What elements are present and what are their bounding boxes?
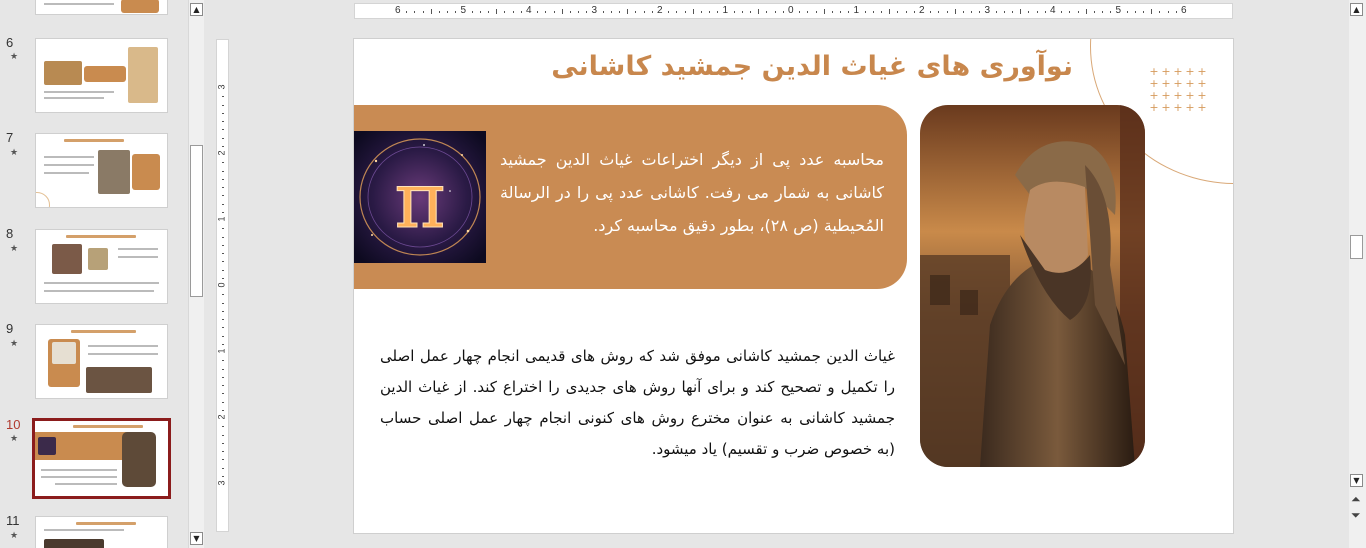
ruler-tick xyxy=(222,245,224,246)
thumbnail-scrollbar[interactable] xyxy=(188,0,204,548)
ruler-tick xyxy=(222,303,224,304)
thumb-line xyxy=(118,256,158,258)
thumb-box xyxy=(84,66,126,82)
scroll-down-button[interactable]: ▼ xyxy=(190,532,203,545)
ruler-tick xyxy=(222,105,224,106)
horizontal-ruler[interactable] xyxy=(354,3,1233,19)
thumb-line xyxy=(41,469,117,471)
slide-scrollbar[interactable] xyxy=(1349,0,1366,548)
ruler-label: 1 xyxy=(722,5,729,16)
ruler-tick xyxy=(222,476,224,477)
pi-image[interactable] xyxy=(354,131,486,263)
ruler-tick xyxy=(963,11,964,13)
plus-decoration: + xyxy=(1197,77,1207,90)
ruler-tick xyxy=(783,11,784,13)
ruler-tick xyxy=(222,113,224,114)
ruler-label: 2 xyxy=(657,5,663,16)
ruler-tick xyxy=(1028,11,1029,13)
ruler-tick xyxy=(504,11,505,13)
ruler-tick xyxy=(635,11,636,13)
ruler-tick xyxy=(930,11,931,13)
thumb-line xyxy=(41,476,117,478)
ruler-tick xyxy=(222,237,224,238)
ruler-tick xyxy=(1012,11,1013,13)
ruler-tick xyxy=(1176,11,1177,13)
animation-star-icon: ★ xyxy=(10,244,19,254)
ruler-tick xyxy=(521,11,522,13)
slide-number-7: 7 xyxy=(6,130,14,145)
thumb-line xyxy=(44,282,159,284)
ruler-tick xyxy=(222,162,224,163)
thumb-line xyxy=(118,248,158,250)
thumb-title xyxy=(64,139,124,142)
thumb-line xyxy=(44,91,114,93)
scroll-up-button[interactable]: ▲ xyxy=(1350,3,1363,16)
ruler-tick xyxy=(848,11,849,13)
decorative-plus-grid xyxy=(1148,65,1207,114)
ruler-label: 3 xyxy=(591,5,598,16)
ruler-tick xyxy=(586,11,587,13)
ruler-tick xyxy=(222,278,224,279)
ruler-tick xyxy=(1159,11,1160,13)
ruler-label: 5 xyxy=(1115,5,1122,16)
ruler-tick xyxy=(652,11,653,13)
slide-thumbnail-11[interactable] xyxy=(35,516,168,548)
ruler-label: 4 xyxy=(526,5,532,16)
plus-decoration: + xyxy=(1197,101,1207,114)
plus-decoration: + xyxy=(1185,89,1195,102)
ruler-tick xyxy=(222,327,224,328)
plus-decoration: + xyxy=(1173,65,1183,78)
ruler-label: 6 xyxy=(395,5,401,16)
ruler-tick xyxy=(979,11,980,13)
ruler-tick xyxy=(1168,11,1169,13)
ruler-tick xyxy=(222,261,224,262)
ruler-tick xyxy=(840,11,841,13)
thumb-image xyxy=(44,539,104,548)
ruler-label: 1 xyxy=(853,5,860,16)
ruler-tick xyxy=(947,11,948,13)
ruler-label: 2 xyxy=(216,414,227,420)
ruler-tick xyxy=(1102,11,1103,13)
thumb-line xyxy=(44,3,114,5)
thumb-title xyxy=(66,235,136,238)
slide-number-8: 8 xyxy=(6,226,14,241)
ruler-tick xyxy=(676,11,677,13)
ruler-tick xyxy=(955,9,956,14)
plus-decoration: + xyxy=(1197,89,1207,102)
ruler-tick xyxy=(222,96,224,97)
ruler-label: 6 xyxy=(1181,5,1187,16)
ruler-tick xyxy=(222,294,224,295)
thumb-box xyxy=(121,0,159,13)
ruler-label: 4 xyxy=(1050,5,1056,16)
ruler-tick xyxy=(807,11,808,13)
ruler-tick xyxy=(488,11,489,13)
ruler-tick xyxy=(222,129,224,130)
animation-star-icon: ★ xyxy=(10,434,19,444)
ruler-tick xyxy=(222,138,224,139)
ruler-tick xyxy=(414,11,415,13)
ruler-tick xyxy=(644,11,645,13)
ruler-tick xyxy=(627,9,628,14)
thumb-line xyxy=(44,529,124,531)
ruler-tick xyxy=(222,319,224,320)
ruler-tick xyxy=(222,410,224,411)
slide-number-10: 10 xyxy=(6,417,21,432)
ruler-tick xyxy=(222,336,224,337)
thumb-title xyxy=(76,522,136,525)
slide-thumbnail-5[interactable] xyxy=(35,0,168,15)
plus-decoration: + xyxy=(1149,65,1159,78)
ruler-tick xyxy=(709,11,710,13)
ruler-tick xyxy=(685,11,686,13)
ruler-label: 3 xyxy=(984,5,991,16)
ruler-tick xyxy=(554,11,555,13)
plus-decoration: + xyxy=(1185,77,1195,90)
ruler-tick xyxy=(766,11,767,13)
ruler-tick xyxy=(222,369,224,370)
ruler-tick xyxy=(222,443,224,444)
thumb-image xyxy=(86,367,152,393)
plus-decoration: + xyxy=(1149,101,1159,114)
ruler-tick xyxy=(611,11,612,13)
animation-star-icon: ★ xyxy=(10,339,19,349)
ruler-tick xyxy=(222,146,224,147)
plus-decoration: + xyxy=(1173,89,1183,102)
ruler-label: 1 xyxy=(216,216,227,222)
ruler-tick xyxy=(881,11,882,13)
ruler-tick xyxy=(1143,11,1144,13)
plus-decoration: + xyxy=(1161,65,1171,78)
ruler-label: 5 xyxy=(460,5,467,16)
ruler-tick xyxy=(668,11,669,13)
ruler-tick xyxy=(222,451,224,452)
ruler-tick xyxy=(447,11,448,13)
ruler-tick xyxy=(222,204,224,205)
ruler-tick xyxy=(750,11,751,13)
animation-star-icon: ★ xyxy=(10,148,19,158)
ruler-tick xyxy=(578,11,579,13)
ruler-tick xyxy=(914,11,915,13)
ruler-tick xyxy=(222,121,224,122)
ruler-tick xyxy=(222,171,224,172)
slide-thumbnail-pane xyxy=(0,0,188,548)
ruler-tick xyxy=(222,187,224,188)
ruler-tick xyxy=(406,11,407,13)
ruler-tick xyxy=(1094,11,1095,13)
ruler-tick xyxy=(603,11,604,13)
ruler-tick xyxy=(455,11,456,13)
ruler-tick xyxy=(222,360,224,361)
thumb-arc xyxy=(35,192,50,208)
ruler-tick xyxy=(222,344,224,345)
ruler-label: 0 xyxy=(788,5,794,16)
ruler-tick xyxy=(1110,11,1111,13)
ruler-tick xyxy=(832,11,833,13)
thumb-line xyxy=(44,156,94,158)
thumb-image xyxy=(122,432,156,487)
ruler-tick xyxy=(222,459,224,460)
ruler-tick xyxy=(758,9,759,14)
ruler-tick xyxy=(496,9,497,14)
scrollbar-thumb[interactable] xyxy=(190,145,203,297)
ruler-tick xyxy=(222,435,224,436)
ruler-tick xyxy=(222,377,224,378)
plus-decoration: + xyxy=(1149,77,1159,90)
plus-decoration: + xyxy=(1197,65,1207,78)
slide-thumbnail-6[interactable] xyxy=(35,38,168,113)
thumb-line xyxy=(44,172,89,174)
thumb-title xyxy=(71,330,136,333)
ruler-tick xyxy=(222,228,224,229)
ruler-tick xyxy=(717,11,718,13)
body-paragraph[interactable]: غیاث الدین جمشید کاشانی موفق شد که روش های قدیمی انجام چهار عمل اصلی را تکمیل و تصحیح کند و برای آنها روش های جدیدی را اختراع کند. از غیاث الدین جمشید کاشانی به عنوان مخترع روش های کنونی انجام چهار عمل اصلی حساب (به خصوص ضرب و تقسیم) یاد میشود. xyxy=(380,347,895,458)
slide-number-9: 9 xyxy=(6,321,14,336)
thumb-box xyxy=(132,154,160,190)
thumb-line xyxy=(44,97,104,99)
ruler-tick xyxy=(1020,9,1021,14)
plus-decoration: + xyxy=(1149,89,1159,102)
slide-canvas[interactable] xyxy=(353,38,1234,534)
plus-decoration: + xyxy=(1173,77,1183,90)
ruler-tick xyxy=(1061,11,1062,13)
slide-thumbnail-9[interactable] xyxy=(35,324,168,399)
slide-number-6: 6 xyxy=(6,35,14,50)
slide-thumbnail-7[interactable] xyxy=(35,133,168,208)
ruler-label: 1 xyxy=(216,348,227,354)
slide-thumbnail-8[interactable] xyxy=(35,229,168,304)
ruler-label: 2 xyxy=(216,150,227,156)
ruler-tick xyxy=(222,402,224,403)
ruler-tick xyxy=(865,11,866,13)
ruler-tick xyxy=(423,11,424,13)
ruler-tick xyxy=(1086,9,1087,14)
ruler-label: 0 xyxy=(216,282,227,288)
thumb-image xyxy=(52,342,76,364)
thumb-image xyxy=(98,150,130,194)
thumb-image xyxy=(38,437,56,455)
next-slide-button[interactable]: ⏷ xyxy=(1351,508,1361,522)
ruler-tick xyxy=(439,11,440,13)
ruler-tick xyxy=(1127,11,1128,13)
thumb-title xyxy=(73,425,143,428)
ruler-tick xyxy=(775,11,776,13)
ruler-label: 3 xyxy=(216,480,227,486)
thumb-image xyxy=(88,248,108,270)
ruler-tick xyxy=(734,11,735,13)
highlight-box-text[interactable]: محاسبه عدد پی از دیگر اختراعات غیاث الدین جمشید کاشانی به شمار می رفت. کاشانی عدد پی را در الرسالة المُحیطیة (ص ۲۸)، بطور دقیق محاسبه کرد. xyxy=(500,150,884,235)
ruler-label: 3 xyxy=(216,84,227,90)
ruler-tick xyxy=(873,11,874,13)
ruler-label: 2 xyxy=(919,5,925,16)
thumb-line xyxy=(88,345,158,347)
ruler-tick xyxy=(971,11,972,13)
ruler-tick xyxy=(906,11,907,13)
ruler-tick xyxy=(222,253,224,254)
ruler-tick xyxy=(222,311,224,312)
ruler-tick xyxy=(799,11,800,13)
ruler-tick xyxy=(701,11,702,13)
animation-star-icon: ★ xyxy=(10,531,19,541)
previous-slide-button[interactable]: ⏶ xyxy=(1351,492,1361,506)
ruler-tick xyxy=(1037,11,1038,13)
scroll-down-button[interactable]: ▼ xyxy=(1350,474,1363,487)
thumb-image xyxy=(128,47,158,103)
pi-symbol: π xyxy=(394,156,446,246)
plus-decoration: + xyxy=(1185,65,1195,78)
ruler-tick xyxy=(222,426,224,427)
ruler-tick xyxy=(824,9,825,14)
ruler-tick xyxy=(222,468,224,469)
ruler-tick xyxy=(889,9,890,14)
slide-title[interactable]: نوآوری های غیاث الدین جمشید کاشانی xyxy=(551,51,1073,82)
ruler-tick xyxy=(545,11,546,13)
ruler-tick xyxy=(222,270,224,271)
ruler-tick xyxy=(742,11,743,13)
ruler-tick xyxy=(897,11,898,13)
ruler-tick xyxy=(1151,9,1152,14)
ruler-tick xyxy=(1078,11,1079,13)
thumb-line xyxy=(55,483,117,485)
plus-decoration: + xyxy=(1161,77,1171,90)
scrollbar-thumb[interactable] xyxy=(1350,235,1363,259)
ruler-tick xyxy=(431,9,432,14)
plus-decoration: + xyxy=(1161,101,1171,114)
slide-number-11: 11 xyxy=(6,513,20,528)
ruler-tick xyxy=(693,9,694,14)
ruler-tick xyxy=(562,9,563,14)
ruler-tick xyxy=(222,195,224,196)
ruler-tick xyxy=(1004,11,1005,13)
ruler-tick xyxy=(619,11,620,13)
ruler-tick xyxy=(222,385,224,386)
ruler-tick xyxy=(816,11,817,13)
thumb-line xyxy=(88,353,158,355)
ruler-tick xyxy=(222,179,224,180)
ruler-tick xyxy=(938,11,939,13)
ruler-tick xyxy=(222,393,224,394)
ruler-tick xyxy=(222,212,224,213)
ruler-tick xyxy=(570,11,571,13)
ruler-tick xyxy=(537,11,538,13)
ruler-tick xyxy=(513,11,514,13)
slide-thumbnail-10[interactable] xyxy=(32,418,171,499)
thumb-line xyxy=(44,290,154,292)
ruler-tick xyxy=(472,11,473,13)
animation-star-icon: ★ xyxy=(10,52,19,62)
vertical-ruler[interactable] xyxy=(216,39,229,532)
scroll-up-button[interactable]: ▲ xyxy=(190,3,203,16)
kashani-portrait-image[interactable] xyxy=(920,105,1145,467)
thumb-line xyxy=(44,164,94,166)
plus-decoration: + xyxy=(1185,101,1195,114)
plus-decoration: + xyxy=(1173,101,1183,114)
plus-decoration: + xyxy=(1161,89,1171,102)
ruler-tick xyxy=(1045,11,1046,13)
ruler-tick xyxy=(1135,11,1136,13)
thumb-image xyxy=(52,244,82,274)
ruler-tick xyxy=(996,11,997,13)
ruler-tick xyxy=(480,11,481,13)
ruler-tick xyxy=(1069,11,1070,13)
thumb-image xyxy=(44,61,82,85)
